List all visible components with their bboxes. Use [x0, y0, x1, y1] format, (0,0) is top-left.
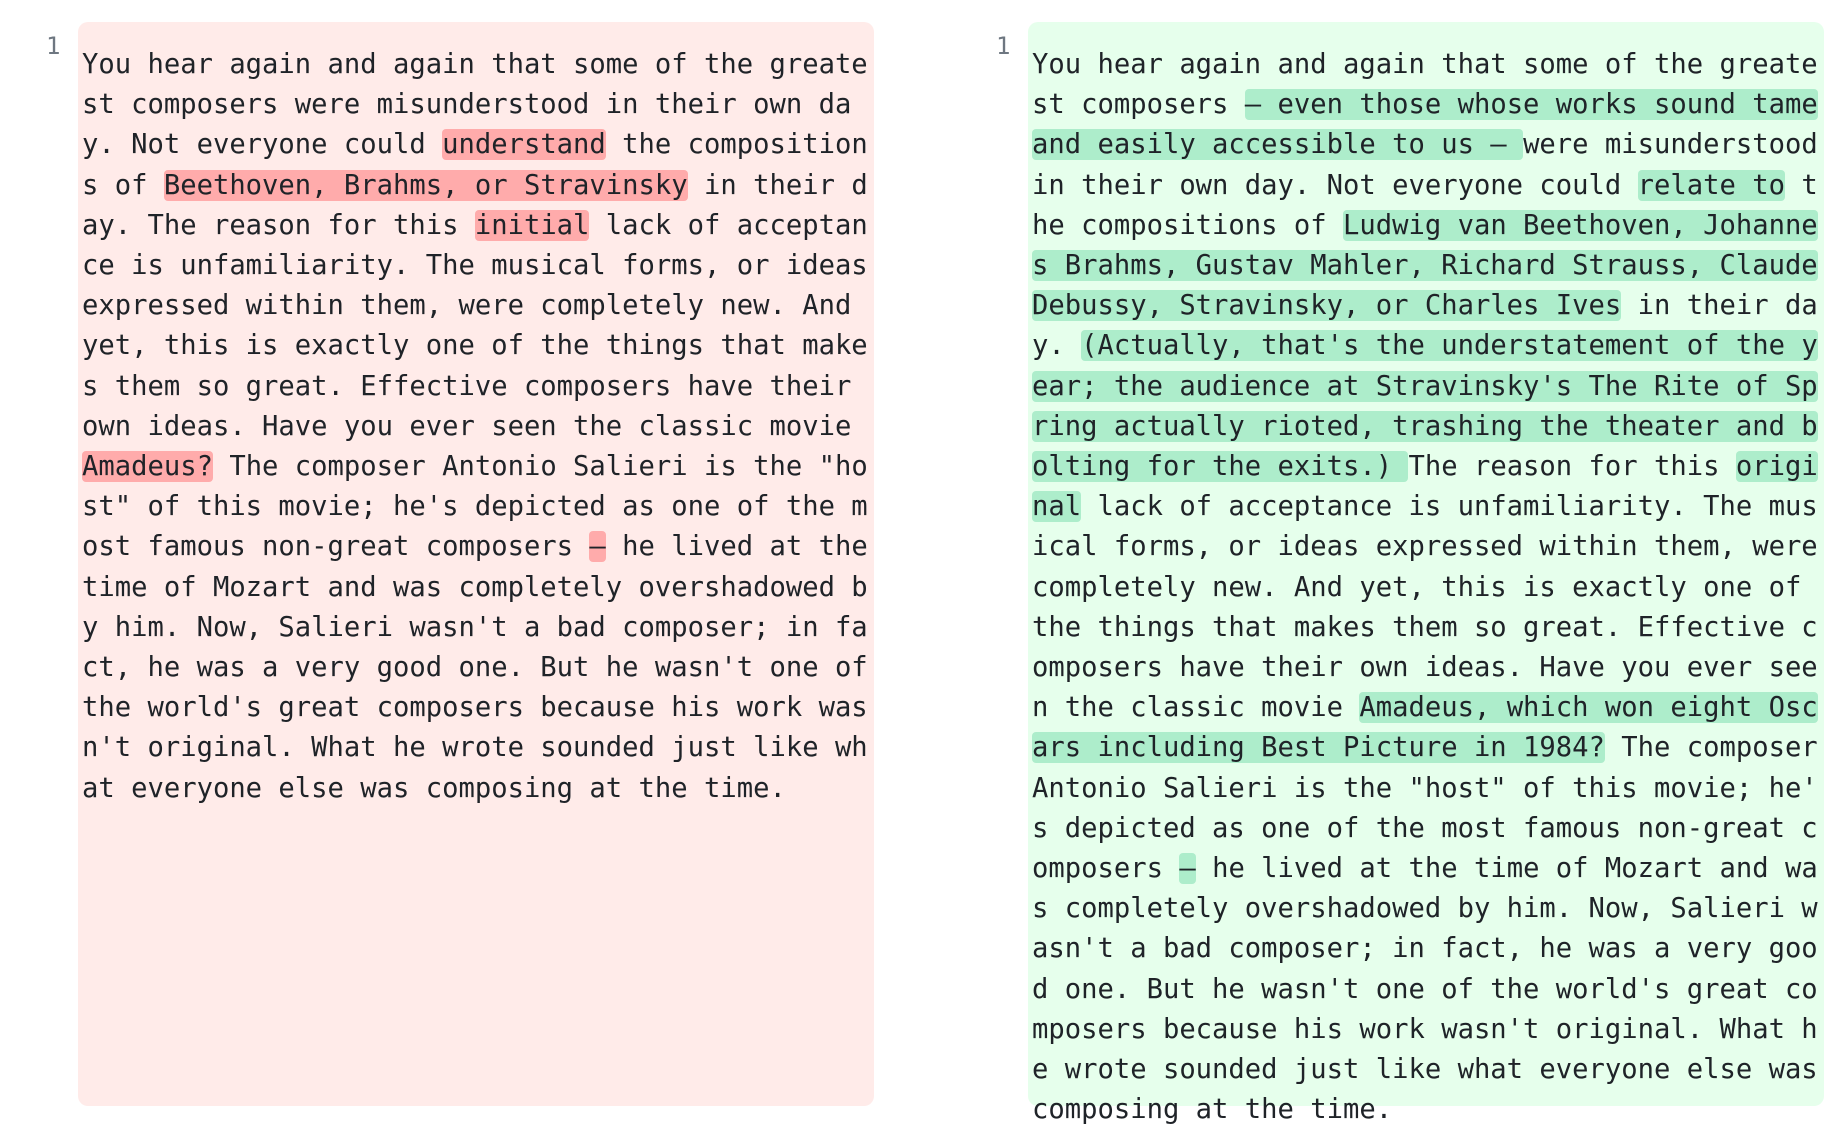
text-segment: The composer Antonio Salieri is the "ho — [212, 451, 868, 483]
line-number: 1 — [996, 32, 1011, 60]
text-line — [82, 49, 868, 80]
text-line — [1032, 89, 1818, 120]
text-segment: You hear again and again that some of the greate — [1032, 49, 1818, 80]
added-highlight: (Actually, that's the understatement of the y — [1081, 330, 1818, 362]
text-line — [1032, 371, 1818, 402]
text-line — [82, 612, 868, 643]
text-line — [1032, 652, 1818, 683]
text-segment: The composer — [1604, 732, 1818, 764]
text-segment: in their da — [1621, 290, 1818, 322]
text-line — [1032, 210, 1818, 241]
text-line — [1032, 853, 1818, 884]
text-segment: he lived at the — [605, 531, 868, 563]
deleted-highlight: Amadeus? — [82, 451, 213, 483]
text-segment: the composition — [605, 129, 868, 161]
text-segment: y him. Now, Salieri wasn't a bad composer; in fa — [82, 611, 868, 643]
text-segment: n the classic movie — [1032, 692, 1360, 724]
text-segment: ay. The reason for this — [82, 209, 475, 241]
added-pane — [946, 0, 1836, 1126]
deleted-code-block — [78, 22, 874, 1106]
added-highlight: Ludwig van Beethoven, Johanne — [1343, 209, 1818, 241]
text-segment: ost famous non-great composers — [82, 531, 590, 563]
text-segment: he compositions of — [1032, 209, 1343, 241]
text-segment: s completely overshadowed by him. Now, Salieri w — [1032, 893, 1818, 925]
text-line — [1032, 773, 1818, 804]
added-highlight: — even those whose works sound tame — [1244, 89, 1818, 121]
text-segment: st" of this movie; he's depicted as one of the m — [82, 491, 868, 523]
added-highlight: ear; the audience at Stravinsky's The Rite of Sp — [1032, 370, 1818, 402]
text-segment: t — [1784, 169, 1818, 201]
text-segment: lack of acceptan — [589, 209, 868, 241]
text-line — [82, 773, 786, 804]
added-text — [1032, 45, 1822, 1130]
text-segment: s of — [82, 169, 164, 201]
text-line — [1032, 813, 1818, 844]
text-line — [1032, 330, 1818, 361]
text-line — [82, 250, 868, 281]
added-highlight: – — [1179, 853, 1196, 885]
text-segment: omposers have their own ideas. Have you ever see — [1032, 652, 1818, 684]
text-line — [1032, 1014, 1818, 1045]
text-line — [1032, 411, 1818, 442]
text-line — [82, 652, 868, 683]
text-line — [1032, 974, 1818, 1005]
added-highlight: nal — [1032, 491, 1082, 523]
text-segment: The reason for this — [1408, 451, 1736, 483]
added-highlight: relate to — [1637, 169, 1785, 201]
text-line — [82, 531, 868, 562]
text-line — [1032, 893, 1818, 924]
added-highlight: olting for the exits.) — [1032, 451, 1409, 483]
text-line — [1032, 572, 1801, 603]
text-segment: expressed within them, were completely new. And — [82, 290, 852, 322]
added-code-block — [1028, 22, 1824, 1126]
text-segment: the world's great composers because his work was — [82, 692, 868, 724]
text-segment: completely new. And yet, this is exactly one of — [1032, 571, 1802, 603]
added-highlight: origi — [1735, 451, 1818, 483]
text-line — [82, 129, 868, 160]
added-highlight: s Brahms, Gustav Mahler, Richard Strauss, Claude — [1032, 250, 1818, 282]
text-line — [82, 170, 868, 201]
text-segment: in their d — [687, 169, 868, 201]
text-segment: time of Mozart and was completely overshadowed b — [82, 571, 868, 603]
text-line — [82, 732, 868, 763]
text-segment: Antonio Salieri is the "host" of this movie; he' — [1032, 772, 1818, 804]
deleted-highlight: Beethoven, Brahms, or Stravinsky — [163, 169, 688, 201]
text-line — [1032, 732, 1818, 763]
deleted-highlight: – — [589, 531, 606, 563]
text-segment: the things that makes them so great. Effective c — [1032, 611, 1818, 643]
text-segment: composing at the time. — [1032, 1094, 1393, 1126]
line-number: 1 — [46, 32, 61, 60]
text-segment: were misunderstood — [1523, 129, 1818, 161]
text-segment: e wrote sounded just like what everyone else was — [1032, 1054, 1818, 1086]
text-segment: lack of acceptance is unfamiliarity. The mus — [1081, 491, 1818, 523]
text-line — [82, 210, 868, 241]
text-segment: s depicted as one of the most famous non-great c — [1032, 812, 1818, 844]
text-line — [1032, 451, 1818, 482]
text-line — [1032, 170, 1818, 201]
text-line — [1032, 491, 1818, 522]
text-segment: omposers — [1032, 853, 1180, 885]
text-segment: s them so great. Effective composers have their — [82, 370, 852, 402]
deleted-pane — [0, 0, 880, 1118]
text-segment: ce is unfamiliarity. The musical forms, or ideas — [82, 250, 868, 282]
text-line — [82, 572, 868, 603]
text-segment: d one. But he wasn't one of the world's great co — [1032, 973, 1818, 1005]
text-segment: n't original. What he wrote sounded just like wh — [82, 732, 868, 764]
added-highlight: Amadeus, which won eight Osc — [1359, 692, 1818, 724]
text-segment: y. Not everyone could — [82, 129, 443, 161]
text-line — [82, 491, 868, 522]
text-segment: mposers because his work wasn't original. What h — [1032, 1013, 1818, 1045]
text-line — [1032, 250, 1818, 281]
text-line — [82, 411, 851, 442]
deleted-text — [82, 45, 872, 809]
text-line — [1032, 49, 1818, 80]
text-segment: own ideas. Have you ever seen the classic movie — [82, 410, 852, 442]
text-line — [1032, 933, 1818, 964]
text-segment: st composers — [1032, 89, 1245, 121]
text-line — [1032, 692, 1818, 723]
text-segment: in their own day. Not everyone could — [1032, 169, 1638, 201]
text-segment: st composers were misunderstood in their own da — [82, 89, 852, 121]
text-segment: yet, this is exactly one of the things that make — [82, 330, 868, 362]
text-segment: ct, he was a very good one. But he wasn't one of — [82, 652, 868, 684]
text-line — [82, 89, 851, 120]
text-segment: y. — [1032, 330, 1082, 362]
text-line — [82, 451, 868, 482]
added-highlight: and easily accessible to us — — [1032, 129, 1524, 161]
added-highlight: Debussy, Stravinsky, or Charles Ives — [1032, 290, 1622, 322]
text-line — [1032, 290, 1818, 321]
text-line — [1032, 1054, 1818, 1085]
deleted-highlight: understand — [442, 129, 606, 161]
added-highlight: ring actually rioted, trashing the theater and b — [1032, 410, 1818, 442]
text-segment: at everyone else was composing at the time. — [82, 772, 786, 804]
text-line — [82, 290, 851, 321]
text-line — [82, 330, 868, 361]
text-line — [82, 371, 851, 402]
text-line — [1032, 1094, 1392, 1125]
text-segment: he lived at the time of Mozart and wa — [1195, 853, 1818, 885]
text-segment: ical forms, or ideas expressed within them, were — [1032, 531, 1818, 563]
text-segment: You hear again and again that some of the greate — [82, 49, 868, 80]
text-line — [1032, 531, 1818, 562]
text-line — [1032, 129, 1818, 160]
deleted-highlight: initial — [474, 209, 590, 241]
text-segment: asn't a bad composer; in fact, he was a very goo — [1032, 933, 1818, 965]
text-line — [82, 692, 868, 723]
added-highlight: ars including Best Picture in 1984? — [1032, 732, 1605, 764]
text-line — [1032, 612, 1818, 643]
